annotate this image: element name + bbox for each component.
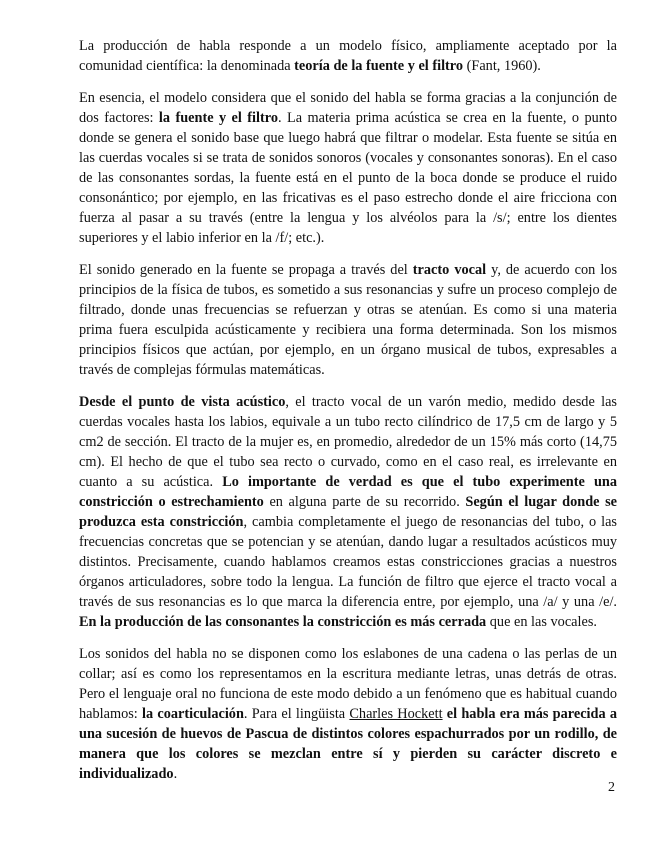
text-segment: . Para el lingüista: [243, 706, 350, 722]
bold-text: teoría de la fuente y el filtro: [294, 58, 464, 74]
text-segment: En esencia, el modelo considera que el sonido del habla se forma gracias a la conjunción de dos factores:: [79, 90, 617, 126]
text-segment: y, de acuerdo con los principios de la física de tubos, es sometido a sus resonancias y sufre un proceso complejo de filtrado, donde unas frecuencias se refuerzan y otras se atenúan. Es como si una materia prima fuera esculpida acústicamente y recibiera una forma determinada. Son los mismos principios físicos que actúan, por ejemplo, en un órgano musical de tubos, expresables a través de complejas fórmulas matemáticas.: [79, 262, 618, 378]
text-segment: La producción de habla responde a un modelo físico, ampliamente aceptado por la comunidad científica: la denominada: [79, 38, 617, 74]
text-segment: en alguna parte de su recorrido.: [263, 494, 466, 510]
bold-text: Desde el punto de vista acústico: [79, 394, 286, 410]
hockett-link[interactable]: Charles Hockett: [349, 706, 443, 722]
bold-text: el habla era más parecida a una sucesión de huevos de Pascua de distintos colores espachurrados por un rodillo, de manera que los colores se mezclan entre sí y pierden su carácter discreto e individualizado: [79, 706, 617, 782]
text-segment: El sonido generado en la fuente se propaga a través del: [79, 262, 413, 278]
paragraph: [79, 392, 617, 632]
text-segment: , el tracto vocal de un varón medio, medido desde las cuerdas vocales hasta los labios, equivale a un tubo recto cilíndrico de 17,5 cm de largo y 5 cm2 de sección. El tracto de la mujer es, en promedio, alrededor de un 15% más corto (14,75 cm). El hecho de que el tubo sea recto o curvado, como en el caso real, es irrelevante en cuanto a su acústica.: [79, 394, 617, 490]
bold-text: Lo importante de verdad es que el tubo experimente una constricción o estrechamiento: [79, 474, 617, 510]
bold-text: En la producción de las consonantes la constricción es más cerrada: [79, 614, 487, 630]
paragraph: [79, 260, 617, 380]
text-segment: .: [173, 766, 178, 782]
text-segment: Los sonidos del habla no se disponen como los eslabones de una cadena o las perlas de un collar; así es como los representamos en la escritura mediante letras, unas detrás de otras. Pero el lenguaje oral no funciona de este modo debido a un fenómeno que es habitual cuando hablamos:: [79, 646, 617, 722]
text-segment: , cambia completamente el juego de resonancias del tubo, o las frecuencias concretas que se potencian y se atenúan, dando lugar a resultados acústicos muy distintos. Precisamente, cuando hablamos creamos estas constricciones gracias a nuestros órganos articuladores, sobre todo la lengua. La función de filtro que ejerce el tracto vocal a través de sus resonancias es lo que marca la diferencia entre, por ejemplo, una /a/ y una /e/.: [79, 514, 617, 610]
text-segment: que en las vocales.: [486, 614, 597, 630]
bold-text: tracto vocal: [412, 262, 487, 278]
bold-text: la coarticulación: [142, 706, 244, 722]
page-number: 2: [608, 780, 615, 795]
text-segment: . La materia prima acústica se crea en la fuente, o punto donde se genera el sonido base que luego habrá que filtrar o modelar. Esta fuente se sitúa en las cuerdas vocales si se trata de sonidos sonoros (vocales y consonantes sonoras). En el caso de las consonantes sordas, la fuente está en el punto de la boca donde se produce el ruido consonántico; por ejemplo, en las fricativas es el paso estrecho donde el aire fricciona con fuerza al pasar a su través (entre la lengua y los alvéolos para la /s/; entre los dientes superiores y el labio inferior en la /f/; etc.).: [79, 110, 618, 246]
bold-text: la fuente y el filtro: [158, 110, 278, 126]
text-segment: (Fant, 1960).: [463, 58, 541, 74]
bold-text: Según el lugar donde se produzca esta constricción: [79, 494, 617, 530]
paragraph: [79, 644, 617, 784]
paragraph: [79, 88, 617, 248]
paragraph: [79, 36, 617, 76]
document-page: [79, 36, 617, 796]
